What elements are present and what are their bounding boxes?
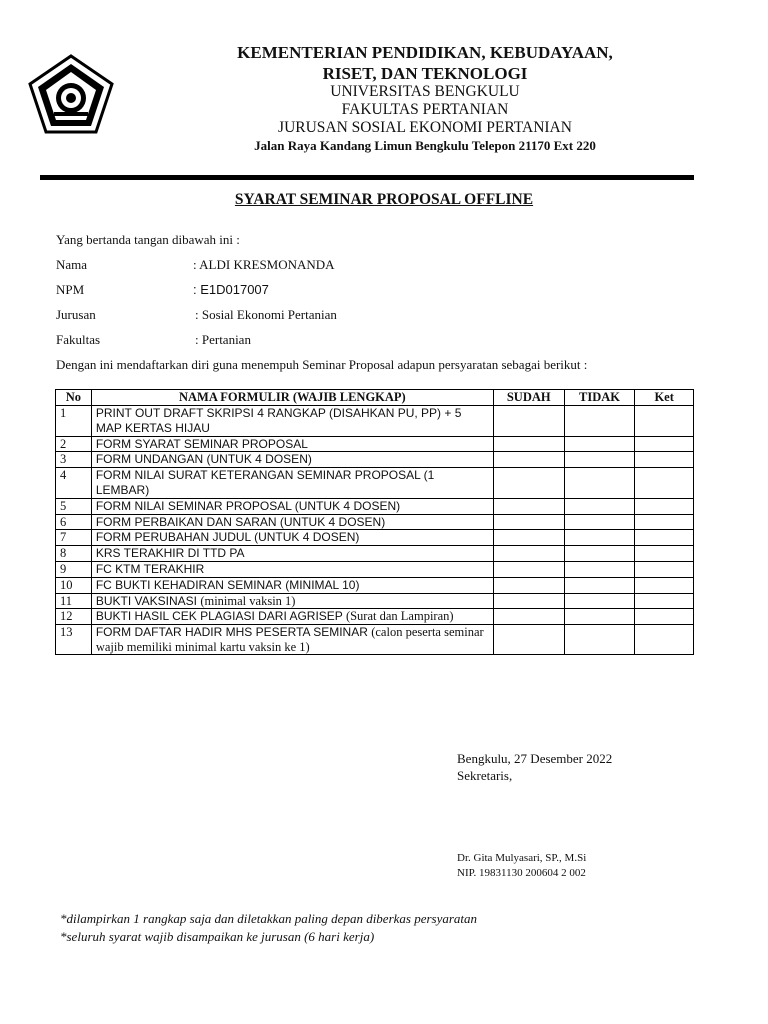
document-title: SYARAT SEMINAR PROPOSAL OFFLINE (234, 191, 534, 208)
note-2: *seluruh syarat wajib disampaikan ke jurusan (6 hari kerja) (60, 929, 375, 944)
table-row (56, 561, 694, 577)
signatory-role: Sekretaris, (457, 768, 513, 783)
tidak-cell (564, 546, 635, 562)
form-name-main: FC KTM TERAKHIR (95, 561, 205, 576)
row-number: 3 (56, 452, 92, 468)
table-row (56, 593, 694, 609)
row-number: 13 (56, 625, 92, 655)
row-number: 8 (56, 546, 92, 562)
signatory-nip: NIP. 19831130 200604 2 002 (457, 867, 586, 879)
label-npm: NPM (56, 282, 85, 297)
row-form-name (91, 609, 493, 625)
tidak-cell (564, 406, 635, 437)
sudah-cell (493, 546, 564, 562)
table-row (56, 609, 694, 625)
form-name-main: FORM SYARAT SEMINAR PROPOSAL (95, 436, 308, 451)
place-date: Bengkulu, 27 Desember 2022 (457, 751, 613, 766)
ket-cell (635, 593, 694, 609)
note-1: *dilampirkan 1 rangkap saja dan diletakkan paling depan diberkas persyaratan (60, 911, 478, 926)
ket-cell (635, 468, 694, 499)
row-number: 5 (56, 498, 92, 514)
ket-cell (635, 625, 694, 655)
value-npm: : E1D017007 (193, 282, 269, 297)
row-form-name (91, 514, 493, 530)
row-number: 6 (56, 514, 92, 530)
value-fakultas: : Pertanian (195, 332, 251, 347)
row-number: 1 (56, 406, 92, 437)
sudah-cell (493, 436, 564, 452)
university-name: UNIVERSITAS BENGKULU (330, 83, 520, 100)
header-ket: Ket (635, 390, 694, 406)
ministry-line-2: RISET, DAN TEKNOLOGI (322, 64, 528, 83)
row-number: 11 (56, 593, 92, 609)
sudah-cell (493, 498, 564, 514)
tidak-cell (564, 498, 635, 514)
row-form-name (91, 625, 493, 655)
form-name-main: FORM UNDANGAN (UNTUK 4 DOSEN) (95, 452, 312, 467)
ket-cell (635, 561, 694, 577)
tidak-cell (564, 561, 635, 577)
sudah-cell (493, 530, 564, 546)
form-name-main: KRS TERAKHIR DI TTD PA (95, 546, 245, 561)
ket-cell (635, 436, 694, 452)
table-row (56, 514, 694, 530)
row-number: 7 (56, 530, 92, 546)
requirements-table (55, 389, 694, 655)
label-jurusan: Jurusan (56, 307, 96, 322)
ket-cell (635, 530, 694, 546)
form-name-main: FORM PERUBAHAN JUDUL (UNTUK 4 DOSEN) (95, 530, 360, 545)
ket-cell (635, 514, 694, 530)
tidak-cell (564, 530, 635, 546)
tidak-cell (564, 593, 635, 609)
value-nama: : ALDI KRESMONANDA (193, 257, 335, 272)
form-name-note: (Surat dan Lampiran) (345, 609, 454, 624)
form-name-note: (calon peserta seminar wajib memiliki minimal kartu vaksin ke 1) (95, 625, 484, 654)
university-seal-icon (24, 52, 118, 136)
sudah-cell (493, 609, 564, 625)
row-form-name (91, 546, 493, 562)
sudah-cell (493, 593, 564, 609)
value-jurusan: : Sosial Ekonomi Pertanian (195, 307, 337, 322)
faculty-name: FAKULTAS PERTANIAN (341, 101, 509, 118)
label-fakultas: Fakultas (56, 332, 101, 347)
table-row (56, 530, 694, 546)
row-number: 9 (56, 561, 92, 577)
tidak-cell (564, 625, 635, 655)
ket-cell (635, 406, 694, 437)
header-sudah: SUDAH (493, 390, 564, 406)
table-row (56, 468, 694, 499)
sudah-cell (493, 577, 564, 593)
table-row (56, 436, 694, 452)
form-name-main: FORM DAFTAR HADIR MHS PESERTA SEMINAR (95, 625, 372, 640)
row-number: 2 (56, 436, 92, 452)
sudah-cell (493, 468, 564, 499)
row-form-name (91, 530, 493, 546)
form-name-main: FC BUKTI KEHADIRAN SEMINAR (MINIMAL 10) (95, 577, 360, 592)
address-line: Jalan Raya Kandang Limun Bengkulu Telepon 21170 Ext 220 (254, 138, 596, 153)
row-number: 10 (56, 577, 92, 593)
row-form-name (91, 577, 493, 593)
row-form-name (91, 561, 493, 577)
tidak-cell (564, 577, 635, 593)
form-name-main: BUKTI HASIL CEK PLAGIASI DARI AGRISEP (95, 609, 346, 624)
ministry-line-1: KEMENTERIAN PENDIDIKAN, KEBUDAYAAN, (237, 43, 613, 62)
table-row (56, 546, 694, 562)
row-number: 4 (56, 468, 92, 499)
row-form-name (91, 436, 493, 452)
form-name-note: (minimal vaksin 1) (200, 593, 296, 608)
ket-cell (635, 546, 694, 562)
statement-text: Dengan ini mendaftarkan diri guna menempuh Seminar Proposal adapun persyaratan sebagai berikut : (56, 357, 588, 372)
ket-cell (635, 577, 694, 593)
row-form-name (91, 468, 493, 499)
table-row (56, 625, 694, 655)
tidak-cell (564, 436, 635, 452)
header-divider (40, 175, 694, 180)
row-form-name (91, 406, 493, 437)
department-name: JURUSAN SOSIAL EKONOMI PERTANIAN (278, 119, 572, 136)
header-tidak: TIDAK (564, 390, 635, 406)
table-row (56, 452, 694, 468)
row-form-name (91, 498, 493, 514)
row-number: 12 (56, 609, 92, 625)
table-header-row (56, 390, 694, 406)
sudah-cell (493, 514, 564, 530)
form-name-main: FORM PERBAIKAN DAN SARAN (UNTUK 4 DOSEN) (95, 514, 386, 529)
form-name-main: BUKTI VAKSINASI (95, 593, 201, 608)
form-name-main: PRINT OUT DRAFT SKRIPSI 4 RANGKAP (DISAHKAN PU, PP) + 5 MAP KERTAS HIJAU (95, 406, 462, 435)
sudah-cell (493, 561, 564, 577)
table-row (56, 498, 694, 514)
row-form-name (91, 593, 493, 609)
signatory-name: Dr. Gita Mulyasari, SP., M.Si (457, 852, 587, 864)
ket-cell (635, 452, 694, 468)
tidak-cell (564, 468, 635, 499)
table-row (56, 406, 694, 437)
sudah-cell (493, 452, 564, 468)
ket-cell (635, 609, 694, 625)
tidak-cell (564, 452, 635, 468)
form-name-main: FORM NILAI SURAT KETERANGAN SEMINAR PROPOSAL (1 LEMBAR) (95, 468, 435, 497)
sudah-cell (493, 625, 564, 655)
tidak-cell (564, 609, 635, 625)
header-no: No (56, 390, 92, 406)
sudah-cell (493, 406, 564, 437)
intro-text: Yang bertanda tangan dibawah ini : (56, 232, 240, 247)
table-row (56, 577, 694, 593)
label-nama: Nama (56, 257, 88, 272)
form-name-main: FORM NILAI SEMINAR PROPOSAL (UNTUK 4 DOSEN) (95, 498, 401, 513)
row-form-name (91, 452, 493, 468)
ket-cell (635, 498, 694, 514)
tidak-cell (564, 514, 635, 530)
table-body (56, 406, 694, 655)
header-name: NAMA FORMULIR (WAJIB LENGKAP) (91, 390, 493, 406)
